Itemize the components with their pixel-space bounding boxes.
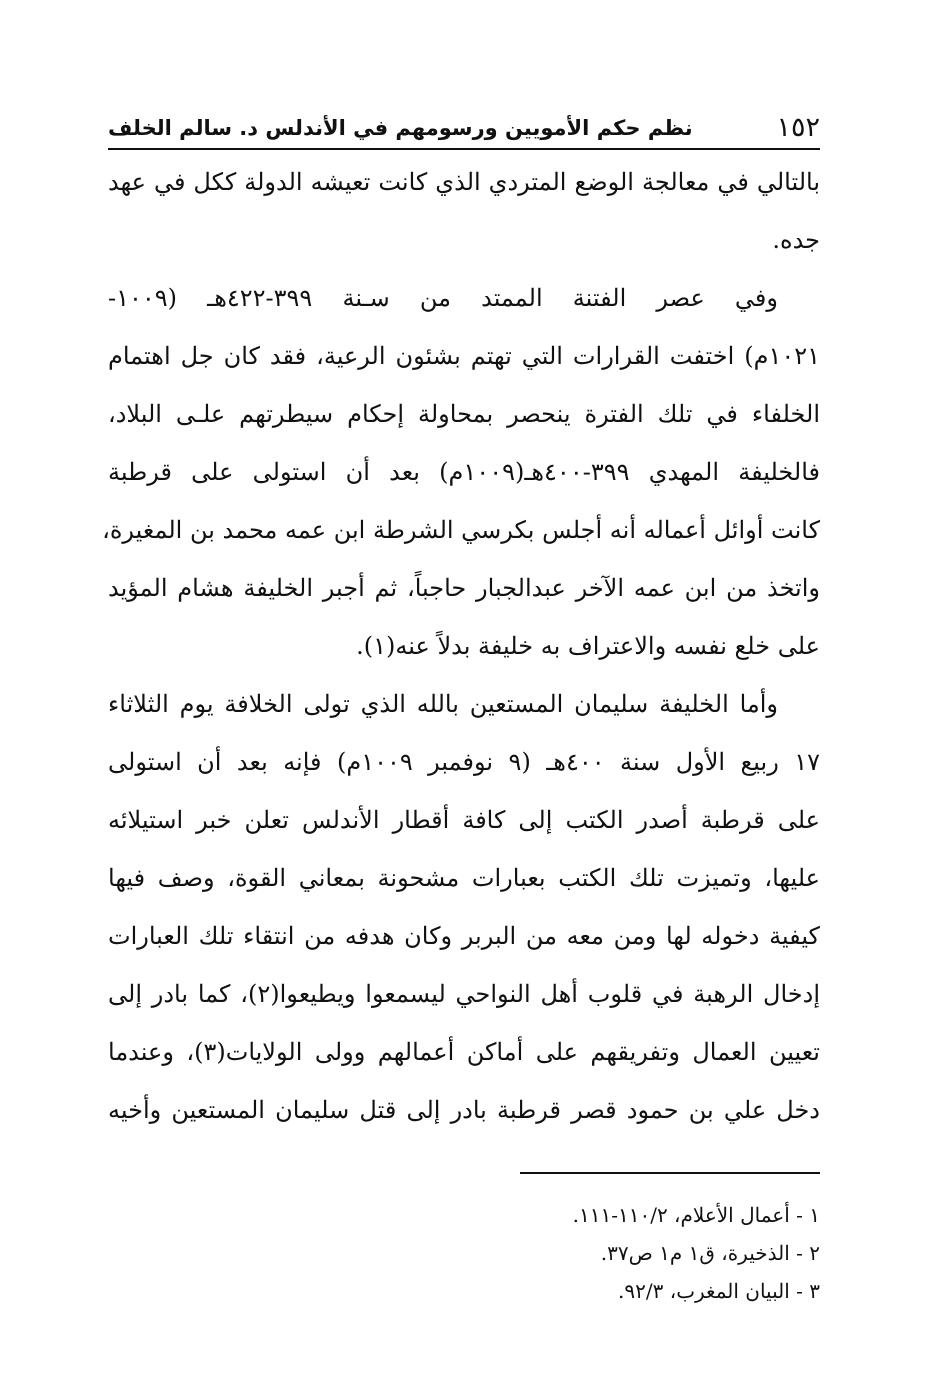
text-line: كانت أوائل أعماله أنه أجلس بكرسي الشرطة ابن عمه محمد بن المغيرة، [102,516,820,544]
text-line: على خلع نفسه والاعتراف به خليفة بدلاً عنه(١). [356,632,820,660]
text-line: كيفية دخوله لها ومن معه من البربر وكان هدفه من انتقاء تلك العبارات [108,922,820,950]
page-number: ١٥٢ [776,112,820,143]
text-line: وفي عصر الفتنة الممتد من سـنة ٣٩٩-٤٢٢هـ (١٠٠٩- [108,284,778,312]
footnote-rule [520,1172,820,1174]
footnote: ٣ - البيان المغرب، ٩٢/٣. [618,1279,820,1303]
footnotes [300,1196,820,1310]
text-line: واتخذ من ابن عمه الآخر عبدالجبار حاجباً، ثم أجبر الخليفة هشام المؤيد [108,574,820,602]
page-header [108,110,820,150]
text-line: جده. [772,226,820,254]
footnote: ٢ - الذخيرة، ق١ م١ ص٣٧. [600,1241,820,1265]
text-line: إدخال الرهبة في قلوب أهل النواحي ليسمعوا ويطيعوا(٢)، كما بادر إلى [108,980,820,1008]
text-line: ١٠٢١م) اختفت القرارات التي تهتم بشئون الرعية، فقد كان جل اهتمام [108,342,820,370]
text-line: فالخليفة المهدي ٣٩٩-٤٠٠هـ(١٠٠٩م) بعد أن استولى على قرطبة [108,458,821,486]
text-line: الخلفاء في تلك الفترة ينحصر بمحاولة إحكام سيطرتهم علـى البلاد، [108,400,821,428]
text-line: عليها، وتميزت تلك الكتب بعبارات مشحونة بمعاني القوة، وصف فيها [108,864,820,892]
text-line: وأما الخليفة سليمان المستعين بالله الذي تولى الخلافة يوم الثلاثاء [108,690,778,718]
header-rule [108,148,820,150]
text-line: على قرطبة أصدر الكتب إلى كافة أقطار الأندلس تعلن خبر استيلائه [108,806,820,834]
text-line: ١٧ ربيع الأول سنة ٤٠٠هـ (٩ نوفمبر ١٠٠٩م) فإنه بعد أن استولى [108,748,821,776]
running-title: نظم حكم الأمويين ورسومهم في الأندلس د. سالم الخلف [108,116,693,140]
body-text [102,153,821,1139]
footnote: ١ - أعمال الأعلام، ١١٠/٢-١١١. [572,1203,820,1227]
text-line: دخل علي بن حمود قصر قرطبة بادر إلى قتل سليمان المستعين وأخيه [108,1096,820,1124]
text-line: بالتالي في معالجة الوضع المتردي الذي كانت تعيشه الدولة ككل في عهد [108,168,820,196]
text-line: تعيين العمال وتفريقهم على أماكن أعمالهم وولى الولايات(٣)، وعندما [108,1038,820,1066]
